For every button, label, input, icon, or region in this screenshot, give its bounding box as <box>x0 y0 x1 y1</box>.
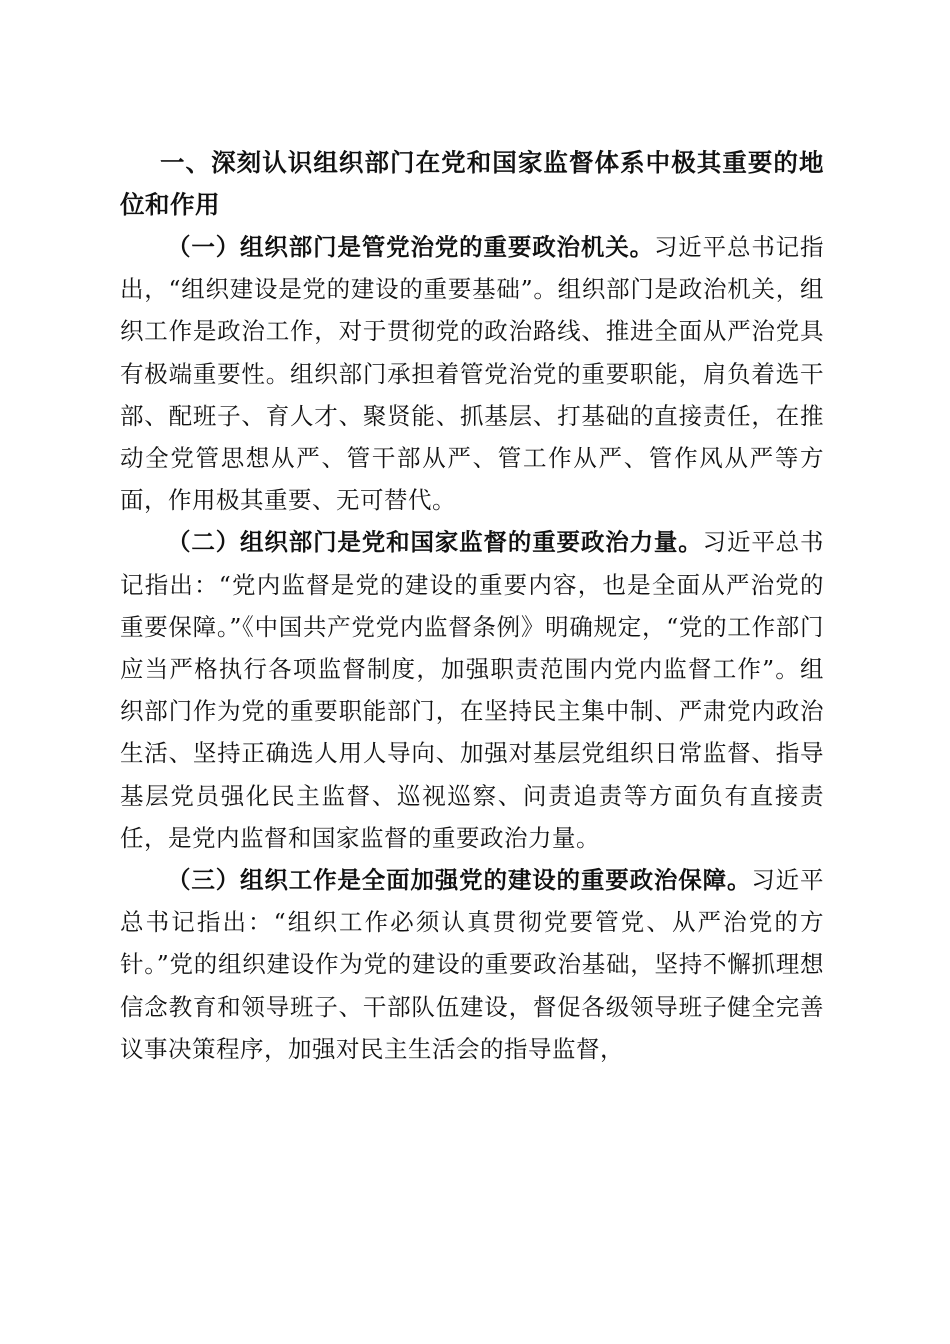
paragraph-1-body: 习近平总书记指出，“组织建设是党的建设的重要基础”。组织部门是政治机关，组织工作是政治工作，对于贯彻党的政治路线、推进全面从严治党具有极端重要性。组织部门承担着管党治党的重要职能，肩负着选干部、配班子、育人才、聚贤能、抓基层、打基础的直接责任，在推动全党管思想从严、管干部从严、管工作从严、管作风从严等方面，作用极其重要、无可替代。 <box>120 233 825 515</box>
paragraph-2-lead: （二）组织部门是党和国家监督的重要政治力量。 <box>167 528 703 557</box>
paragraph-3 <box>120 859 824 1070</box>
section-heading: 一、深刻认识组织部门在党和国家监督体系中极其重要的地位和作用 <box>120 148 824 219</box>
paragraph-2-body: 习近平总书记指出：“党内监督是党的建设的重要内容，也是全面从严治党的重要保障。”《中国共产党党内监督条例》明确规定，“党的工作部门应当严格执行各项监督制度，加强职责范围内党内监督工作”。组织部门作为党的重要职能部门，在坚持民主集中制、严肃党内政治生活、坚持正确选人用人导向、加强对基层党组织日常监督、指导基层党员强化民主监督、巡视巡察、问责追责等方面负有直接责任，是党内监督和国家监督的重要政治力量。 <box>120 528 825 852</box>
document-body <box>120 142 824 1070</box>
paragraph-3-lead: （三）组织工作是全面加强党的建设的重要政治保障。 <box>167 866 752 895</box>
paragraph-3-body: 习近平总书记指出：“组织工作必须认真贯彻党要管党、从严治党的方针。”党的组织建设作为党的建设的重要政治基础，坚持不懈抓理想信念教育和领导班子、干部队伍建设，督促各级领导班子健全完善议事决策程序，加强对民主生活会的指导监督， <box>120 866 825 1063</box>
paragraph-1 <box>120 226 824 521</box>
paragraph-1-lead: （一）组织部门是管党治党的重要政治机关。 <box>167 233 654 261</box>
paragraph-2 <box>120 521 824 859</box>
